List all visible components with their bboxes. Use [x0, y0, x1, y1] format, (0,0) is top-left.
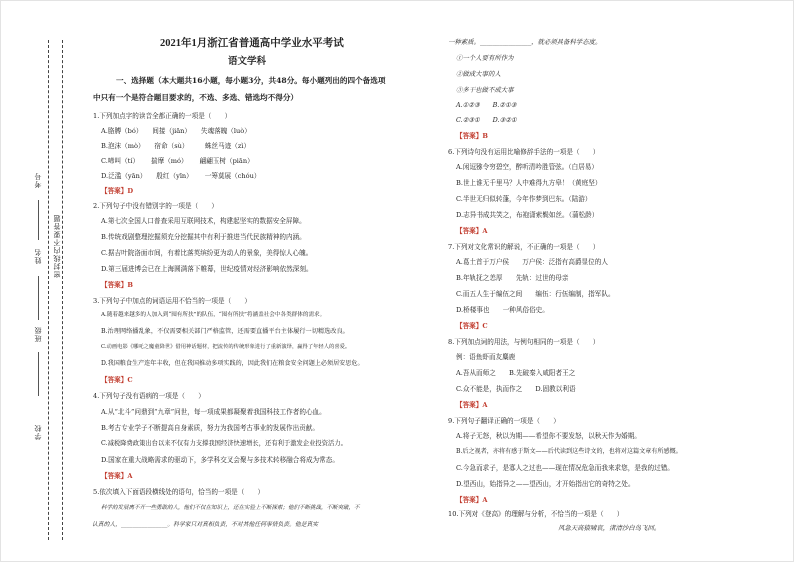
- banji-label: 班级: [34, 326, 42, 342]
- q1-stem: 1.下列加点字的读音全都正确的一项是（ ）: [93, 112, 232, 120]
- section-instructions-1: 一、选择题（本大题共16小题，每小题3分，共48分。每小题列出的四个备选项: [116, 76, 386, 85]
- q8-options-cd: C.众不能是，执而作之 D.固教以利语: [456, 385, 576, 393]
- q9-answer: 【答案】A: [456, 496, 488, 504]
- q5-stem: 5.依次填入下面语段横线处的语句，恰当的一项是（ ）: [93, 488, 265, 496]
- q5-passage-line-1: 科学的发展离不开一些勇敢的人，他们不仅在知识上，还在实验上不断探索；他们不断挑战，不断突破，不: [101, 505, 360, 511]
- q8-example: 例：语鱼虾而友麋鹿: [456, 353, 516, 361]
- seal-line-left: [48, 40, 49, 540]
- q1-option-a: A.胳膊（bó） 间接（jiān） 失魂落魄（luò）: [101, 127, 251, 135]
- q7-option-d: D.桥楼事也 一种风俗俗史。: [456, 306, 549, 314]
- q6-option-d: D.志异书成共笑之，布袍潇索鬓如丝。（蒲松龄）: [456, 211, 599, 219]
- q7-answer: 【答案】C: [456, 322, 488, 330]
- q4-answer: 【答案】A: [101, 472, 133, 480]
- q6-stem: 6.下列诗句没有运用比喻修辞手法的一项是（ ）: [448, 148, 600, 156]
- q5-options-ab: A.①②③ B.②①③: [456, 101, 517, 109]
- seal-line-right: [62, 40, 63, 540]
- no-answer-notice: 密封线内不要答题: [53, 214, 61, 278]
- q5-options-cd: C.②③① D.③②①: [456, 116, 517, 124]
- q3-option-b: B.治理网络播乱象，不仅需要相关部门严格监管，还需要直播平台主体履行一切精选改良。: [101, 328, 349, 335]
- q10-poem-line: 风急天高猿啸哀，渚清沙白鸟飞回。: [558, 524, 661, 532]
- q7-option-a: A.葛土首于万户侯 万户侯：泛指有高爵显位的人: [456, 258, 608, 266]
- q9-option-a: A.将子无怒，秋以为期——希望你不要发怒，以秋天作为婚期。: [456, 432, 641, 440]
- q2-answer: 【答案】B: [101, 281, 133, 289]
- section-instructions-2: 中只有一个是符合题目要求的，不选、多选、错选均不得分）: [93, 93, 299, 102]
- q3-option-a: A.随着越来越多的人加入到“囤有所扶”的队伍，“囤有所扶”将涵盖社会中各类群体的需求。: [101, 312, 326, 318]
- q5-sentence-1: ①一个人要有所作为: [456, 54, 514, 62]
- q3-stem: 3.下列句子中加点的词语运用不恰当的一项是（ ）: [93, 297, 251, 305]
- q5-sentence-3: ③多干也做不成大事: [456, 86, 514, 94]
- xingming-fill-line: [38, 276, 39, 320]
- q5-sentence-2: ②做成大事的人: [456, 70, 501, 78]
- q7-option-b: B.年轨抚之恙厚 先轨：过世的母亲: [456, 274, 569, 282]
- q5-passage-line-2: 认真的人，________________。科学家只对真相负责，不对其他任何事情负责。他是真实: [92, 522, 319, 528]
- q3-answer: 【答案】C: [101, 376, 133, 384]
- q9-option-b: B.后之视者，亦将有感于斯文——后代读到这些诗文的，也将对这篇文章有所感慨。: [456, 448, 682, 455]
- q10-stem: 10.下列对《登高》的理解与分析，不恰当的一项是（ ）: [448, 510, 624, 518]
- exam-title: 2021年1月浙江省普通高中学业水平考试: [160, 38, 344, 49]
- kaohao-label: 考号: [34, 172, 42, 188]
- banji-fill-line: [38, 352, 39, 396]
- q4-option-b: B.考古专业学子不断提高自身素质，努力为我国考古事业的发展作出贡献。: [101, 424, 319, 432]
- q9-option-c: C.今急而求子，是寡人之过也——现在情况危急而我来求您，是我的过错。: [456, 464, 674, 472]
- q4-stem: 4.下列句子没有语病的一项是（ ）: [93, 392, 205, 400]
- q8-stem: 8.下列加点词的用法，与例句相同的一项是（ ）: [448, 338, 600, 346]
- q1-answer: 【答案】D: [101, 187, 134, 195]
- q6-option-c: C.半世无归似转蓬，今年作梦到巴东。（陆游）: [456, 195, 592, 203]
- q1-option-b: B.泡沫（mò） 宿命（sù） 蛛丝马迹（zì）: [101, 142, 251, 150]
- q8-answer: 【答案】A: [456, 401, 488, 409]
- q9-option-d: D.望西山，始指异之——望西山，才开始指出它的奇特之处。: [456, 480, 635, 488]
- q6-answer: 【答案】A: [456, 227, 488, 235]
- q2-option-b: B.传统戏剧整理挖掘须充分挖掘其中有利于推进当代民族精神的内涵。: [101, 233, 306, 241]
- xingming-label: 姓名: [34, 248, 42, 264]
- q1-option-d: D.泛滥（yān） 殷红（yīn） 一筹莫展（chóu）: [101, 172, 261, 180]
- q9-stem: 9.下列句子翻译正确的一项是（ ）: [448, 417, 560, 425]
- q2-stem: 2.下列句子中没有错别字的一项是（ ）: [93, 202, 218, 210]
- kaohao-fill-line: [38, 200, 39, 240]
- q4-option-c: C.减税降费政策出台以来不仅有力支撑我国经济快速增长，还有利于激发企业投资活力。: [101, 440, 347, 447]
- q8-options-ab: A.吾从而师之 B.先破秦入咸阳者王之: [456, 369, 576, 377]
- q6-option-a: A.闲逗猕令穷碧空，醉听清吟胜管弦。（白居易）: [456, 163, 599, 171]
- q3-option-c: C.动画电影《哪吒之魔童降世》借用神话题材，把流传的传统形象进行了重新演绎，赢得了年轻人的喜爱。: [101, 344, 351, 350]
- q2-option-c: C.据吉叶院洛面市间，有着比落英缤纷更为动人的景象，美得惊人心魄。: [101, 249, 313, 257]
- binding-margin: [0, 0, 70, 562]
- xuexiao-label: 学校: [34, 424, 42, 440]
- q7-option-c: C.而五人生于编伍之间 编伍：行伍编制，指军队。: [456, 290, 615, 298]
- q3-option-d: D.我国粮食生产连年丰收，但在我国推动多项实践的，因此我们在粮食安全问题上必须居安思危。: [101, 360, 364, 367]
- q7-stem: 7.下列对文化常识的解说，不正确的一项是（ ）: [448, 243, 600, 251]
- q2-option-d: D.第三届进博会已在上海圆满落下帷幕，世纪疫情对经济影响依然深刻。: [101, 265, 313, 273]
- q5-answer: 【答案】B: [456, 132, 488, 140]
- q4-option-a: A.从“北斗”问鼎到“九章”问世，每一项成果都凝聚着我国科技工作者的心血。: [101, 408, 326, 416]
- q1-option-c: C.啼叫（tí） 揣摩（mó） 翩翩玉树（piān）: [101, 157, 254, 165]
- q5-passage-continued: 一种素质。________________，就必须具备科学态度。: [448, 38, 602, 46]
- subject-title: 语文学科: [228, 56, 267, 67]
- q2-option-a: A.第七次全国人口普查采用互联网技术，构建起坚实的数据安全屏障。: [101, 217, 306, 225]
- q4-option-d: D.国家在重大战略需求的驱动下，多学科交叉会聚与多技术转移融合将成为常态。: [101, 456, 339, 464]
- q6-option-b: B.世上谁无千里马？人中难得九方皋！（黄庭坚）: [456, 179, 602, 187]
